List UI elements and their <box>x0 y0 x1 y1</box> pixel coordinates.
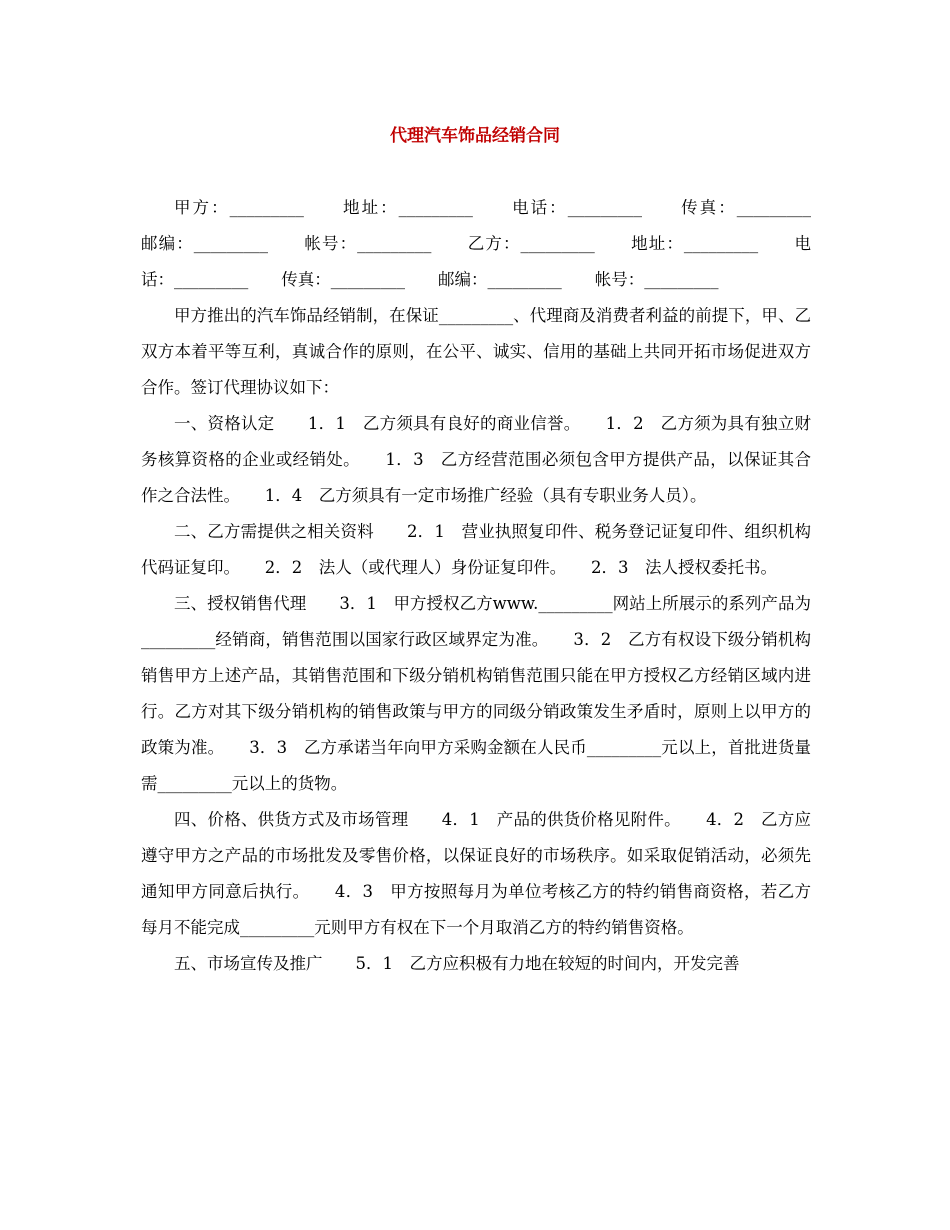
section-5-marketing: 五、市场宣传及推广 5．1 乙方应积极有力地在较短的时间内，开发完善 <box>174 954 740 973</box>
section-4-pricing: 四、价格、供货方式及市场管理 4．1 产品的供货价格见附件。 4．2 乙方应遵守甲方之产品的市场批发及零售价格，以保证良好的市场秩序。如采取促销活动，必须先通知甲方同意后执行。 4．3 甲方按照每月为单位考核乙方的特约销售商资格，若乙方每月不能完成_________元则甲方有权在下一个月取消乙方的特约销售资格。 <box>141 810 811 937</box>
parties-info-paragraph: 甲方：_________ 地址：_________ 电话：_________ 传真：_________ 邮编：_________ 帐号：_________ 乙方：_________ 地址：_________ 电话：_________ 传真：_________ 邮编：_________ 帐号：_________ <box>141 198 844 289</box>
section-3-authorization: 三、授权销售代理 3．1 甲方授权乙方www._________网站上所展示的系列产品为_________经销商，销售范围以国家行政区域界定为准。 3．2 乙方有权设下级分销机构销售甲方上述产品，其销售范围和下级分销机构销售范围只能在甲方授权乙方经销区域内进行。乙方对其下级分销机构的销售政策与甲方的同级分销政策发生矛盾时，原则上以甲方的政策为准。 3．3 乙方承诺当年向甲方采购金额在人民币_________元以上，首批进货量需_________元以上的货物。 <box>141 594 811 793</box>
document-title: 代理汽车饰品经销合同 <box>390 126 560 146</box>
preamble-paragraph: 甲方推出的汽车饰品经销制，在保证_________、代理商及消费者利益的前提下，甲、乙双方本着平等互利，真诚合作的原则，在公平、诚实、信用的基础上共同开拓市场促进双方合作。签订代理协议如下： <box>141 306 811 397</box>
document-body <box>141 190 844 982</box>
section-2-documents: 二、乙方需提供之相关资料 2．1 营业执照复印件、税务登记证复印件、组织机构代码证复印。 2．2 法人（或代理人）身份证复印件。 2．3 法人授权委托书。 <box>141 522 811 577</box>
section-1-qualification: 一、资格认定 1．1 乙方须具有良好的商业信誉。 1．2 乙方须为具有独立财务核算资格的企业或经销处。 1．3 乙方经营范围必须包含甲方提供产品，以保证其合作之合法性。 1．4 乙方须具有一定市场推广经验（具有专职业务人员）。 <box>141 414 811 505</box>
